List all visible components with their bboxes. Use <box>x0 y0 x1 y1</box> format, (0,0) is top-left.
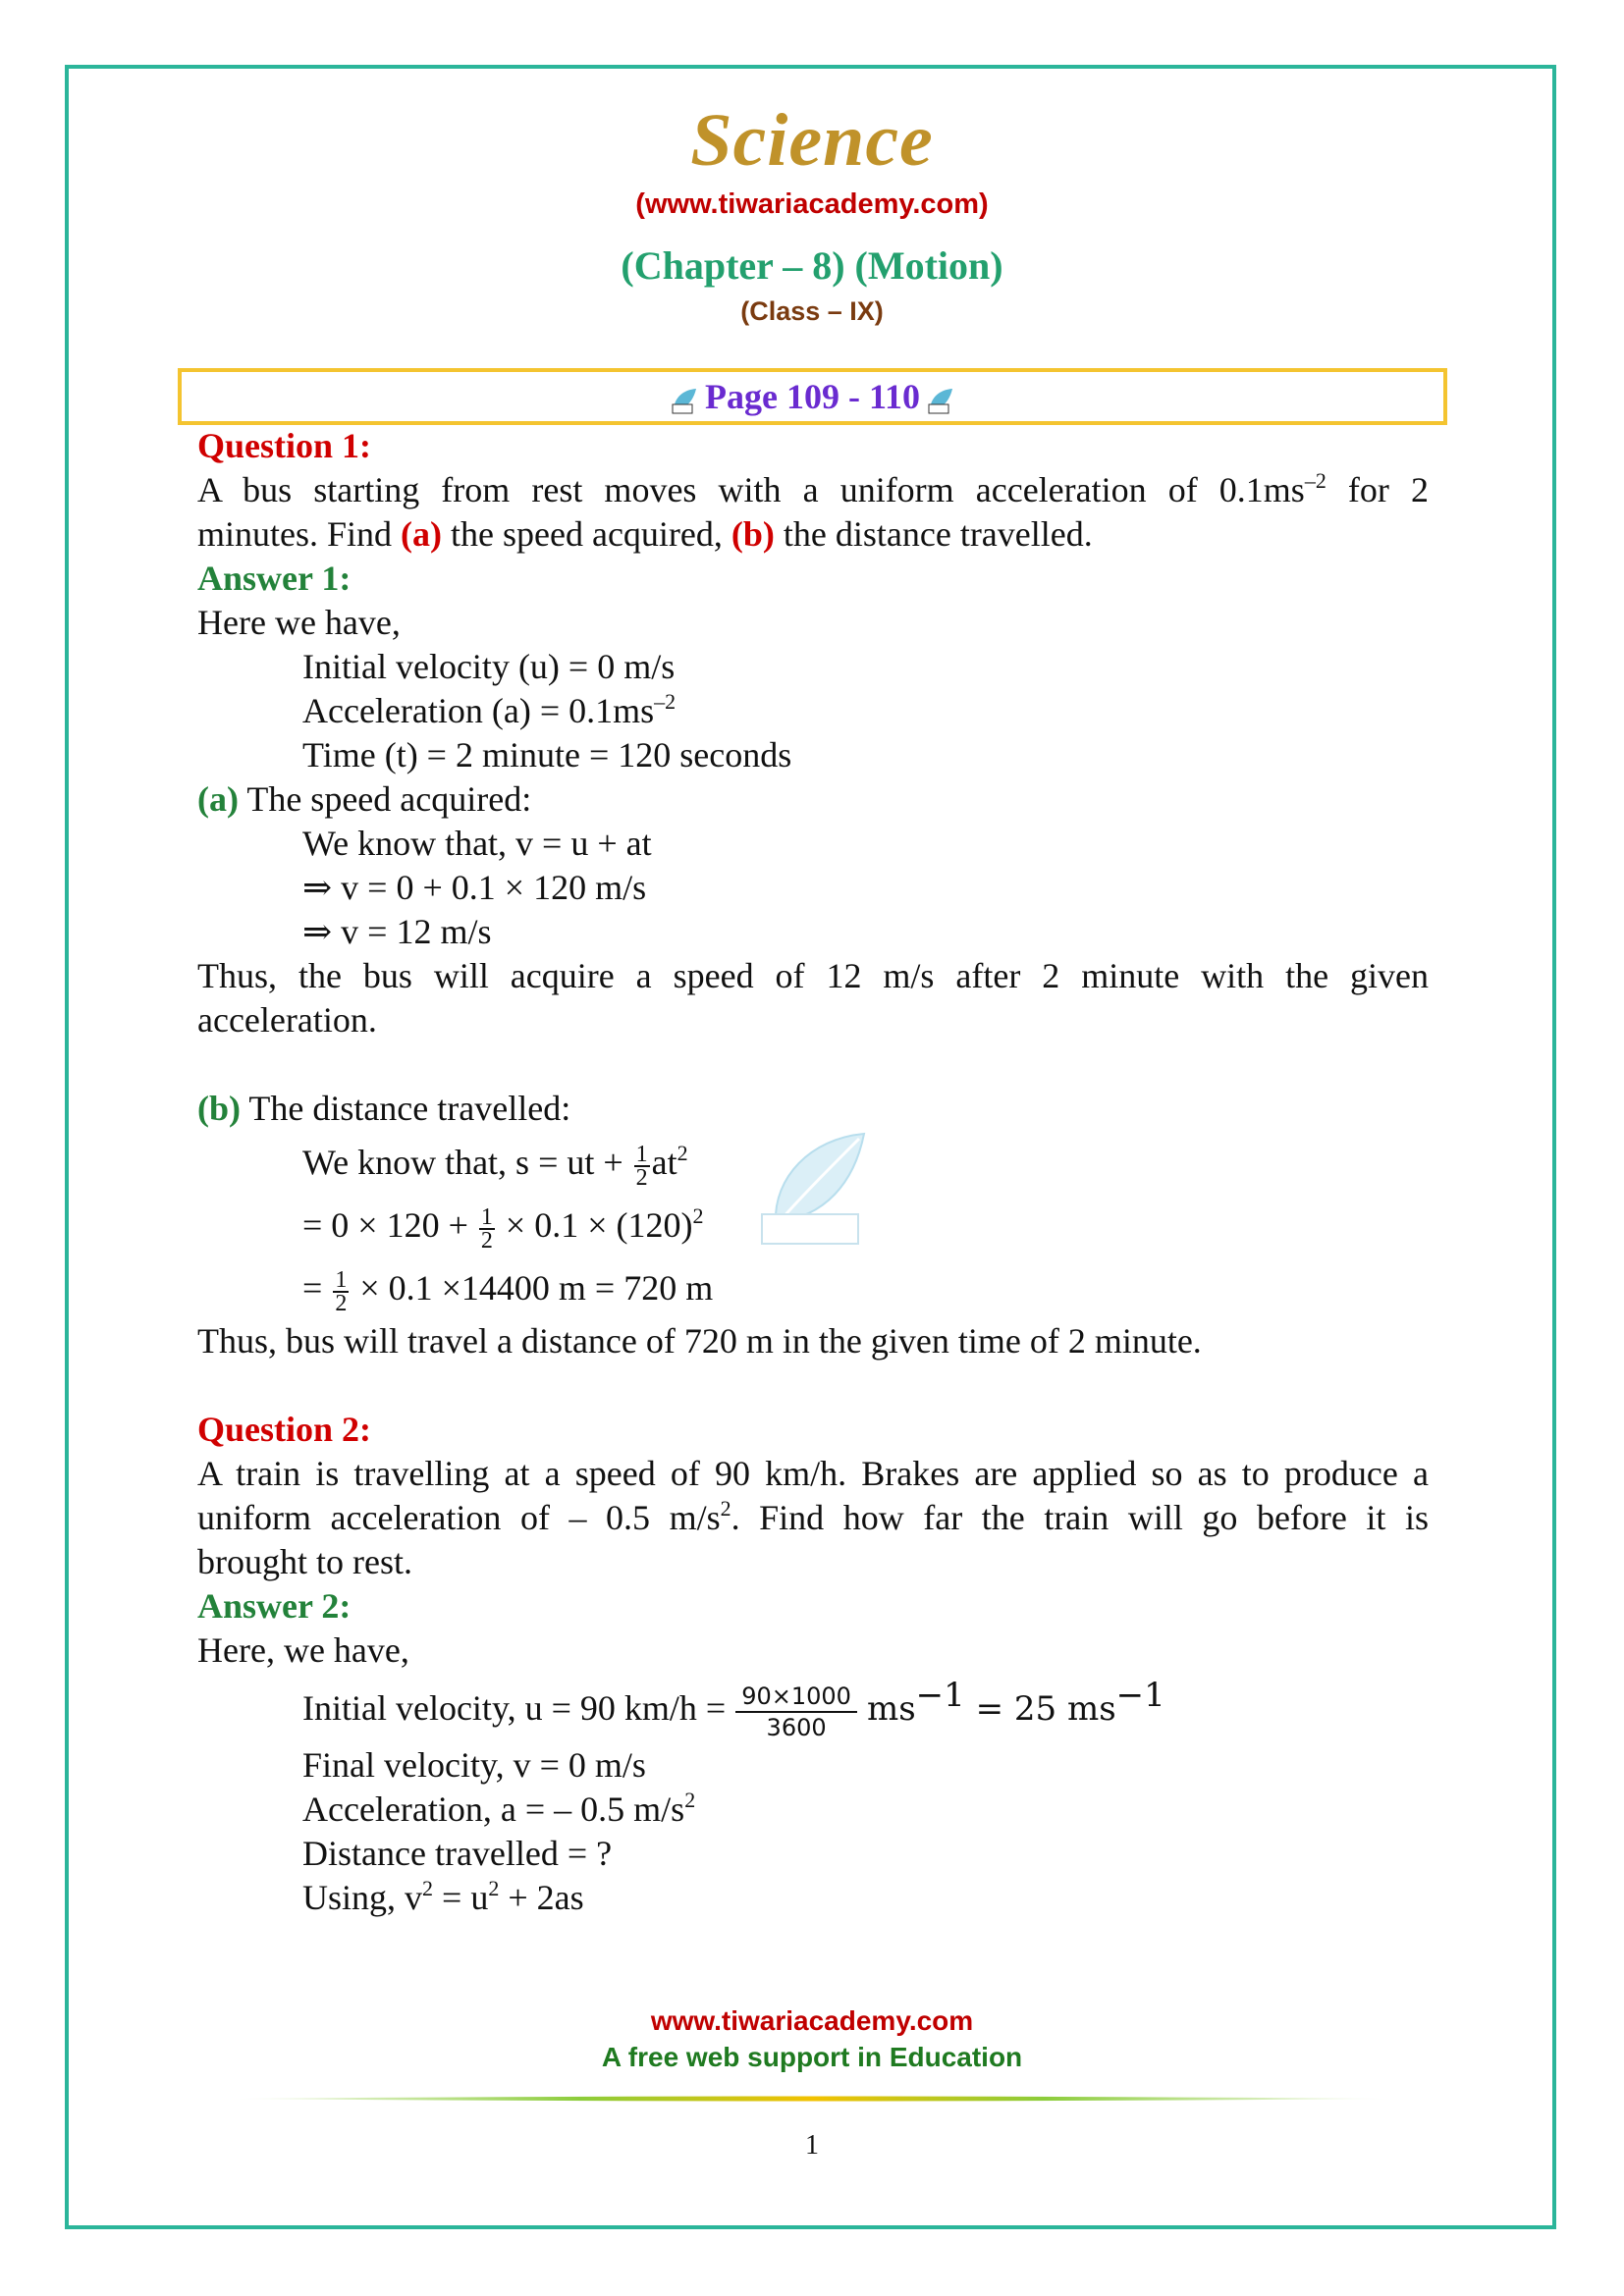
leaf-logo-icon <box>926 386 955 415</box>
part-a-conclusion-line-2: acceleration. <box>197 1000 377 1040</box>
part-b-step-3: = $\frac{1}{2}$ × 0.1 ×14400 m = 720 m <box>302 1266 714 1316</box>
question-1-label: Question 1: <box>197 426 372 465</box>
part-b-step-2: = 0 × 120 + $\frac{1}{2}$ × $0.1 \times (120)^2$ <box>302 1203 704 1254</box>
spacer <box>197 1363 1429 1408</box>
given-acceleration-2: Acceleration, a = – 0.5 $m/s^2$ <box>302 1788 696 1829</box>
site-link-header[interactable]: (www.tiwariacademy.com) <box>635 188 989 220</box>
leaf-logo-icon <box>670 386 699 415</box>
given-final-velocity: Final velocity, v = 0 m/s <box>302 1745 646 1785</box>
answer-1-intro: Here we have, <box>197 603 401 642</box>
question-2-line-2: uniform acceleration of – 0.5 $m/s^2$. Find how far the train will go before it is <box>197 1496 1429 1537</box>
part-a-step-3: ⇒ v = 12 m/s <box>302 912 492 951</box>
part-a-heading: (a) The speed acquired: <box>197 779 532 819</box>
tiwari-watermark-icon <box>756 1124 874 1252</box>
given-initial-velocity: Initial velocity (u) = 0 m/s <box>302 647 676 686</box>
fraction-conversion: $\frac{90\times 1000}{3600}$ <box>735 1682 857 1742</box>
question-2-label: Question 2: <box>197 1410 372 1449</box>
fraction-half: $\frac{1}{2}$ <box>480 1203 493 1254</box>
part-a-step-1: We know that, v = u + at <box>302 824 652 863</box>
page-title: Science <box>690 99 934 182</box>
question-1-line-1: A bus starting from rest moves with a uniform acceleration of $0.1ms^{-2}$ for 2 <box>197 468 1429 509</box>
footer-tagline: A free web support in Education <box>601 2042 1023 2072</box>
page-range-box <box>178 368 1447 425</box>
answer-2-intro: Here, we have, <box>197 1630 409 1670</box>
part-a-conclusion-line-1: Thus, the bus will acquire a speed of 12 m/s after 2 minute with the given <box>197 956 1429 995</box>
part-b-heading: (b) The distance travelled: <box>197 1089 571 1128</box>
footer-site-link[interactable]: www.tiwariacademy.com <box>650 2005 974 2036</box>
part-b-conclusion: Thus, bus will travel a distance of 720 m in the given time of 2 minute. <box>197 1321 1202 1361</box>
question-2-line-3: brought to rest. <box>197 1542 412 1581</box>
question-1-line-2: minutes. Find (a) the speed acquired, (b) the distance travelled. <box>197 514 1093 554</box>
given-time: Time (t) = 2 minute = 120 seconds <box>302 735 792 774</box>
given-distance: Distance travelled = ? <box>302 1834 613 1873</box>
answer-2-label: Answer 2: <box>197 1586 352 1626</box>
question-2-line-1: A train is travelling at a speed of 90 km/h. Brakes are applied so as to produce a <box>197 1454 1429 1493</box>
using-equation: Using, $v^2 = u^2 + 2as$ <box>302 1876 584 1917</box>
page-range-label: Page 109 - 110 <box>705 377 920 416</box>
page-number: 1 <box>805 2130 819 2161</box>
spacer <box>197 1042 1429 1087</box>
chapter-heading: (Chapter – 8) (Motion) <box>621 243 1003 288</box>
fraction-half: $\frac{1}{2}$ <box>335 1266 348 1316</box>
answer-1-label: Answer 1: <box>197 559 352 598</box>
given-initial-velocity-2: Initial velocity, u = 90 km/h = $\frac{90\times 1000}{3600}$ $ms^{-1} = 25$ $ms^{-1}$ <box>302 1676 1165 1741</box>
part-b-step-1: We know that, s = ut + $\frac{1}{2}$ $at^2$ <box>302 1141 688 1191</box>
footer-divider <box>234 2094 1390 2104</box>
part-a-step-2: ⇒ v = 0 + 0.1 × 120 m/s <box>302 868 647 907</box>
given-acceleration: Acceleration $(a) = 0.1ms^{-2}$ <box>302 689 677 730</box>
fraction-half: $\frac{1}{2}$ <box>635 1141 648 1191</box>
class-heading: (Class – IX) <box>740 296 884 326</box>
